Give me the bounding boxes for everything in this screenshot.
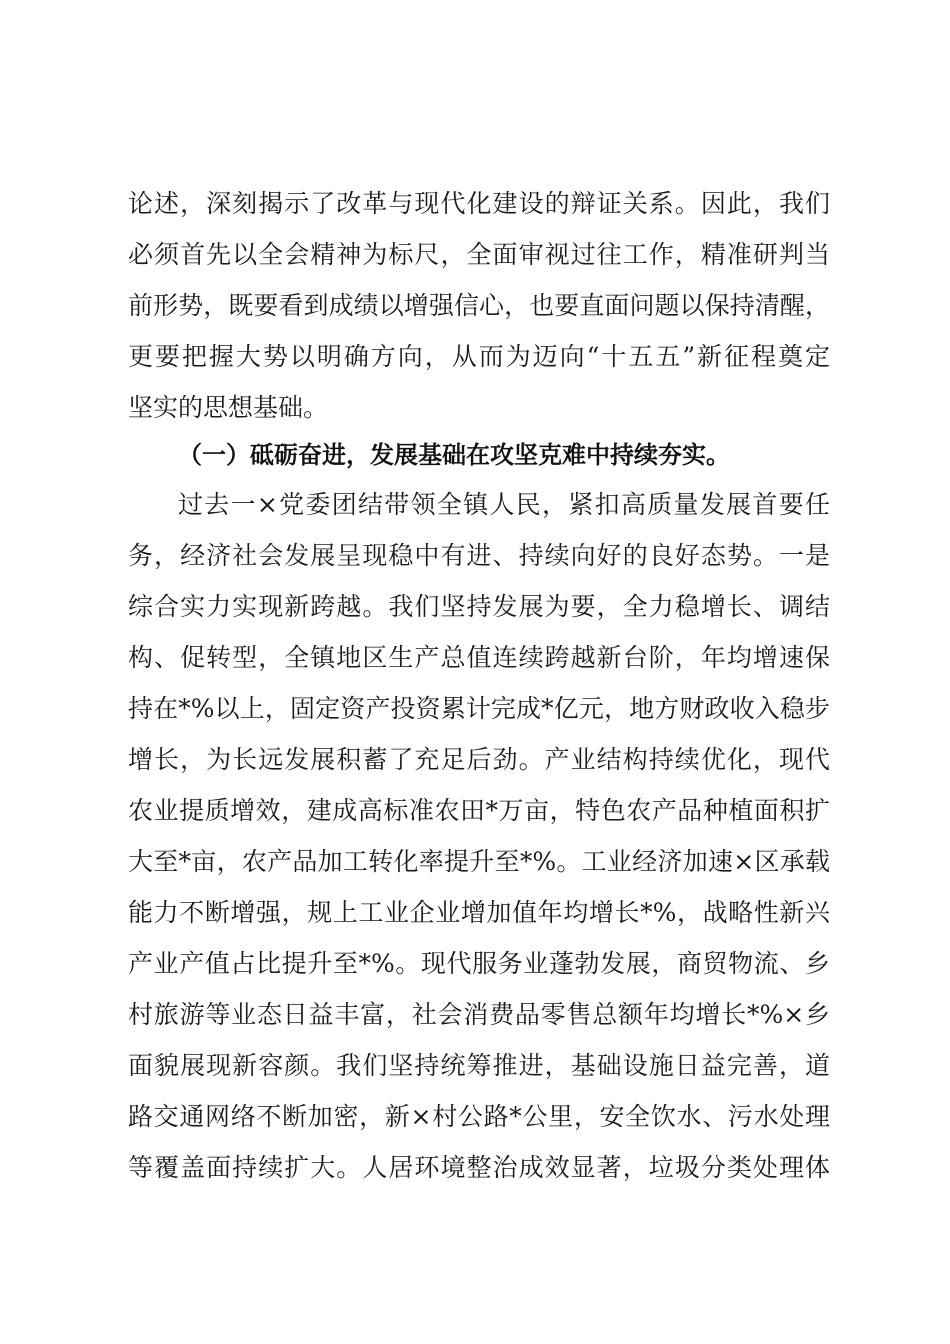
- paragraph-2-line-1: 过去一×党委团结带领全镇人民，紧扣高质量发展首要任: [178, 490, 830, 519]
- paragraph-2-line-10: 产业产值占比提升至*%。现代服务业蓬勃发展，商贸物流、乡: [128, 949, 830, 978]
- paragraph-2-line-13: 路交通网络不断加密，新×村公路*公里，安全饮水、污水处理: [128, 1102, 830, 1131]
- paragraph-2-line-11: 村旅游等业态日益丰富，社会消费品零售总额年均增长*%×乡: [128, 1000, 830, 1029]
- paragraph-2-line-7: 农业提质增效，建成高标准农田*万亩，特色农产品种植面积扩: [128, 796, 830, 825]
- paragraph-1-line-3: 前形势，既要看到成绩以增强信心，也要直面问题以保持清醒，: [128, 291, 830, 320]
- paragraph-2-line-5: 持在*%以上，固定资产投资累计完成*亿元，地方财政收入稳步: [128, 694, 830, 723]
- paragraph-1-line-4: 更要把握大势以明确方向，从而为迈向“十五五”新征程奠定: [128, 342, 830, 371]
- paragraph-2-line-14: 等覆盖面持续扩大。人居环境整治成效显著，垃圾分类处理体: [128, 1153, 830, 1182]
- paragraph-1-line-2: 必须首先以全会精神为标尺，全面审视过往工作，精准研判当: [128, 240, 830, 269]
- paragraph-2-line-9: 能力不断增强，规上工业企业增加值年均增长*%，战略性新兴: [128, 898, 830, 927]
- paragraph-1-line-1: 论述，深刻揭示了改革与现代化建设的辩证关系。因此，我们: [128, 189, 830, 218]
- paragraph-2-line-12: 面貌展现新容颜。我们坚持统筹推进，基础设施日益完善，道: [128, 1051, 830, 1080]
- paragraph-2-line-4: 构、促转型，全镇地区生产总值连续跨越新台阶，年均增速保: [128, 643, 830, 672]
- paragraph-2-line-3: 综合实力实现新跨越。我们坚持发展为要，全力稳增长、调结: [128, 592, 830, 621]
- paragraph-2-line-6: 增长，为长远发展积蓄了充足后劲。产业结构持续优化，现代: [128, 745, 830, 774]
- paragraph-2-line-2: 务，经济社会发展呈现稳中有进、持续向好的良好态势。一是: [128, 541, 830, 570]
- paragraph-1-line-5: 坚实的思想基础。: [128, 393, 329, 422]
- section-heading: （一）砥砺奋进，发展基础在攻坚克难中持续夯实。: [178, 441, 730, 469]
- paragraph-2-line-8: 大至*亩，农产品加工转化率提升至*%。工业经济加速×区承载: [128, 847, 830, 876]
